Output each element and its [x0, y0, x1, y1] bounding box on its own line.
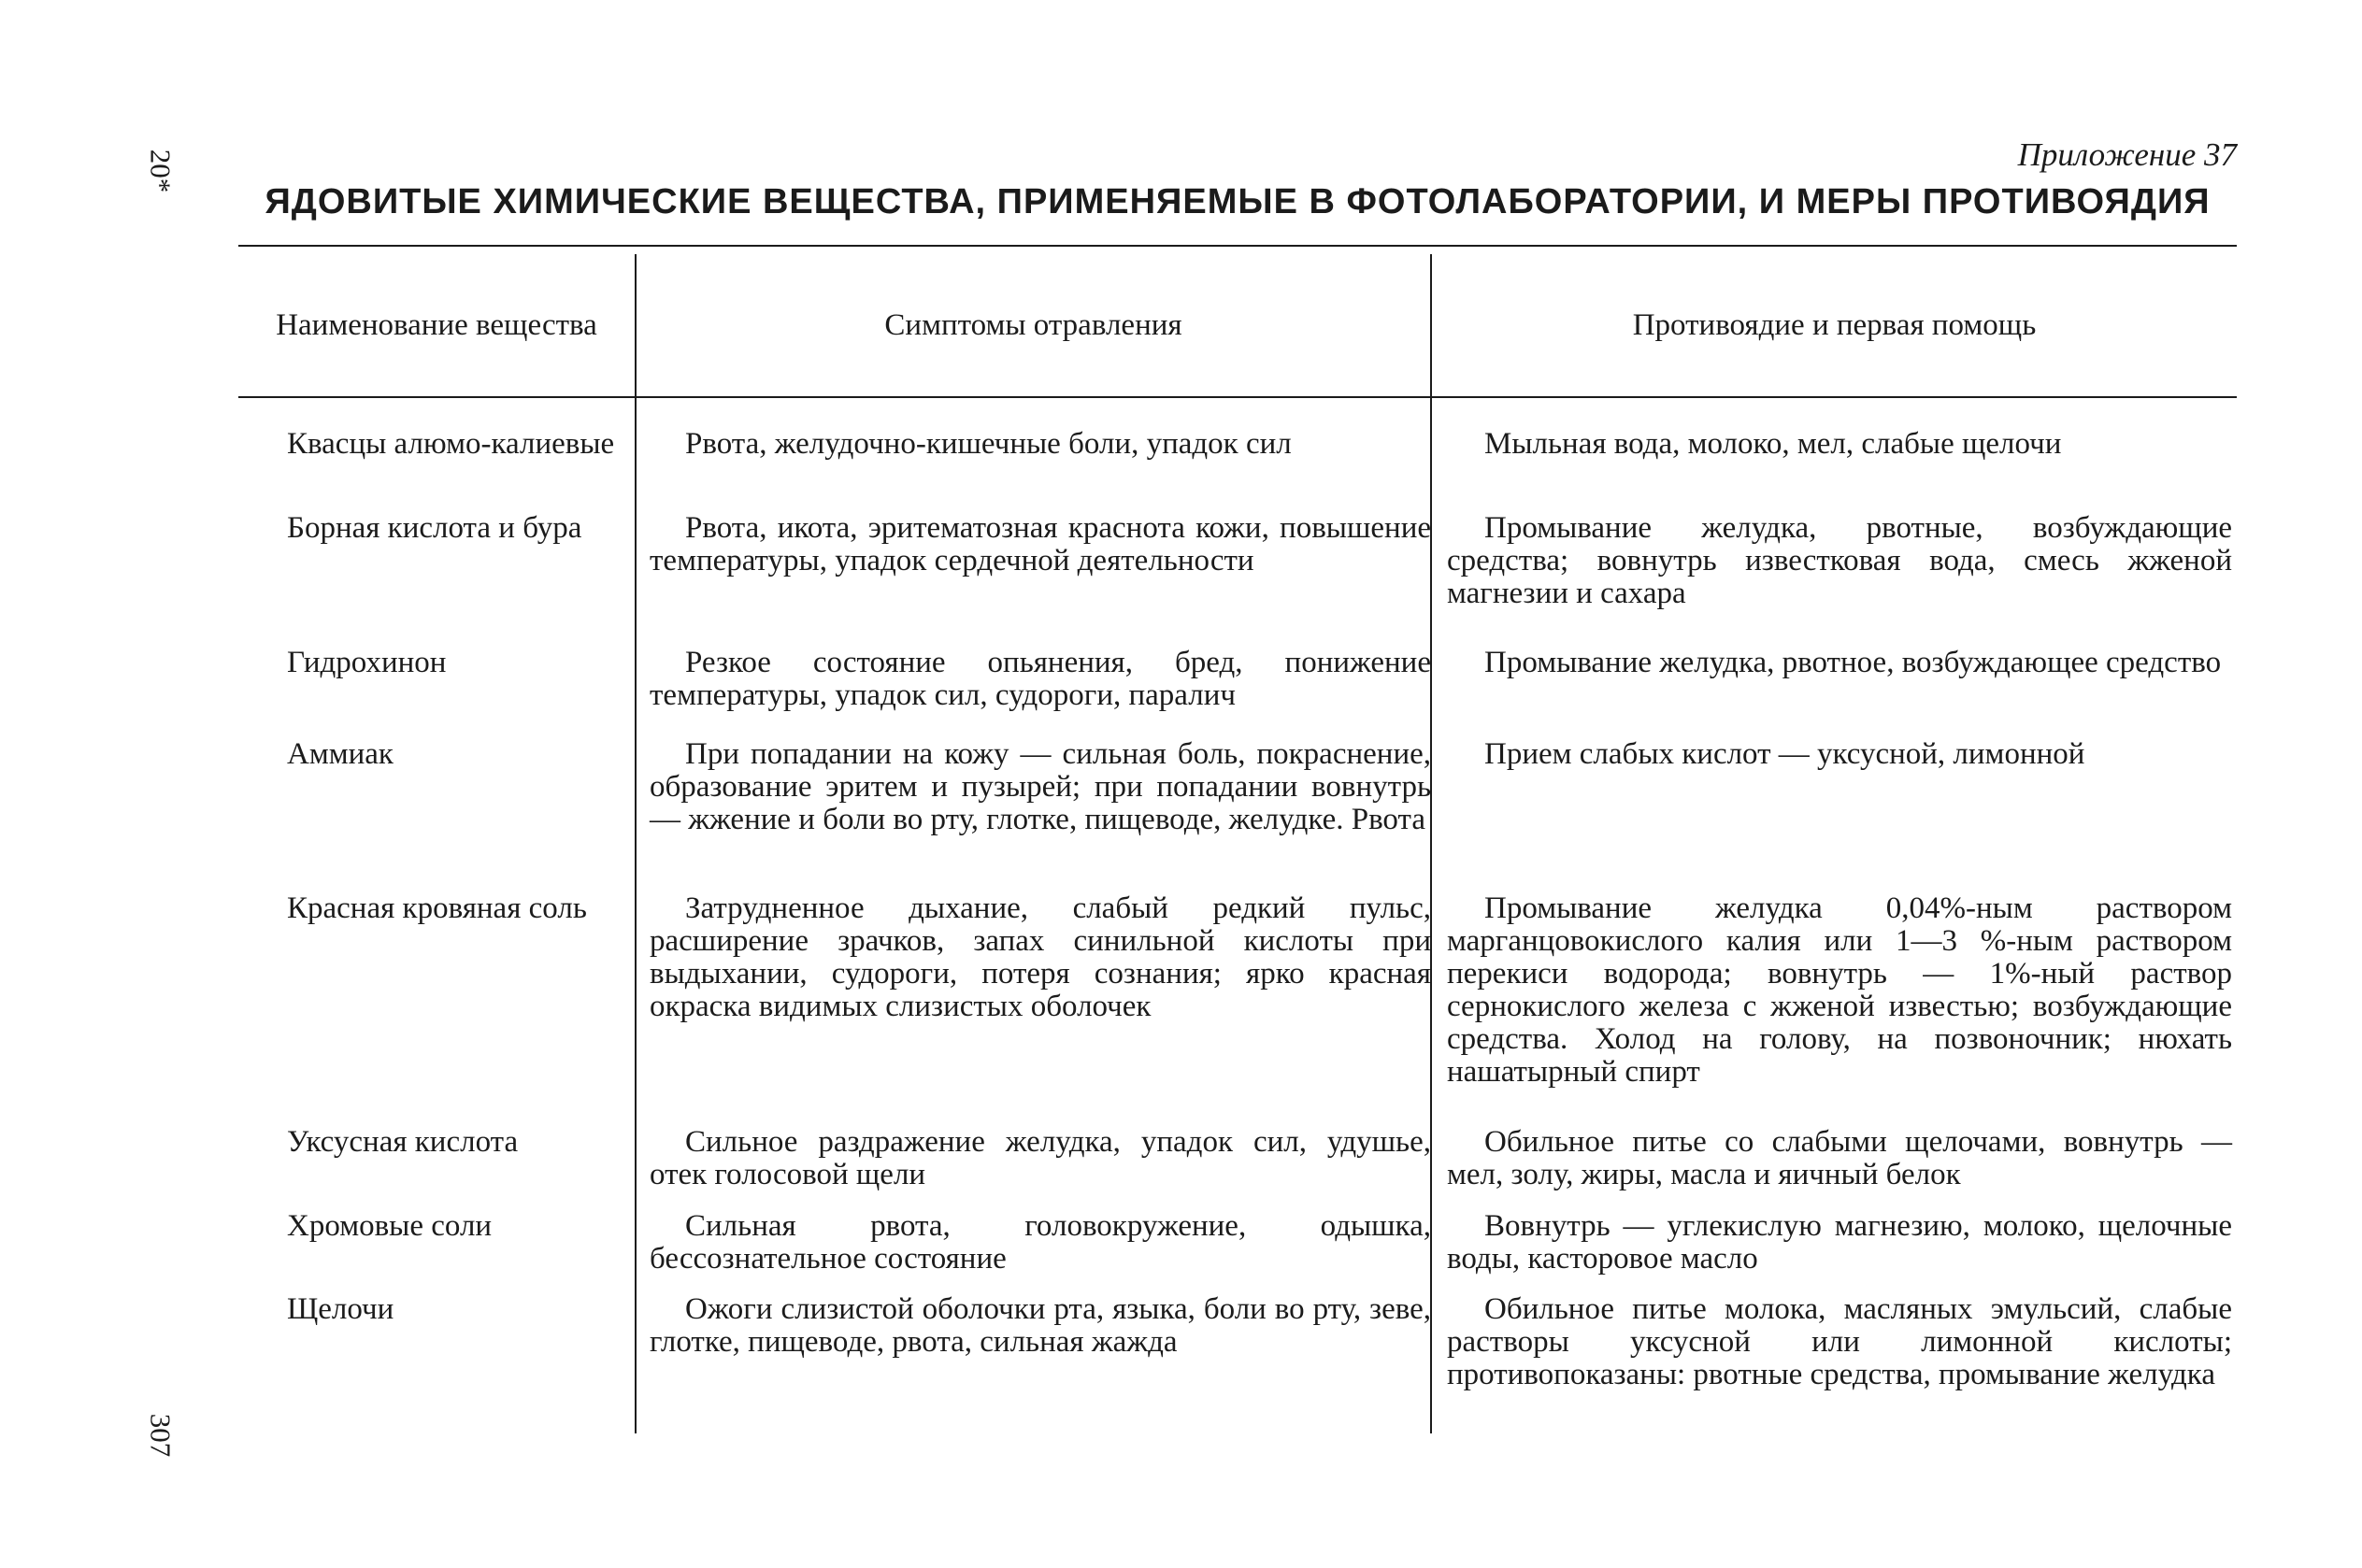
antidote-cell: Промывание желудка, рвотные, возбуждающие средства; вовнутрь известковая вода, смесь жженой магнезии и сахара — [1447, 511, 2232, 610]
symptoms-cell: Ожоги слизистой оболочки рта, языка, боли во рту, зеве, глотке, пищеводе, рвота, сильная жажда — [650, 1292, 1431, 1359]
antidote-cell: Промывание желудка 0,04%-ным раствором марганцовокислого калия или 1—3 %-ным раствором перекиси водорода; вовнутрь — 1%-ный раствор сернокислого железа с жженой известью; возбуждающие средства. Холод на голову, на позвоночник; нюхать нашатырный спирт — [1447, 891, 2232, 1089]
substance-cell: Аммиак — [287, 737, 394, 771]
symptoms-cell: Сильное раздражение желудка, упадок сил, удушье, отек голосовой щели — [650, 1125, 1431, 1191]
antidote-cell: Обильное питье молока, масляных эмульсий, слабые растворы уксусной или лимонной кислоты; противопоказаны: рвотные средства, промывание желудка — [1447, 1292, 2232, 1391]
antidote-cell: Обильное питье со слабыми щелочами, вовнутрь — мел, золу, жиры, масла и яичный белок — [1447, 1125, 2232, 1191]
substance-cell: Квасцы алюмо-калиевые — [287, 427, 615, 461]
page-marker: 20* — [144, 149, 178, 193]
header-rule — [238, 396, 2237, 398]
symptoms-cell: Резкое состояние опьянения, бред, понижение температуры, упадок сил, судороги, паралич — [650, 646, 1431, 712]
substance-cell: Уксусная кислота — [287, 1125, 519, 1159]
header-antidote: Противоядие и первая помощь — [1632, 308, 2037, 342]
antidote-cell: Мыльная вода, молоко, мел, слабые щелочи — [1484, 427, 2062, 461]
symptoms-cell: Рвота, желудочно-кишечные боли, упадок сил — [685, 427, 1292, 461]
substance-cell: Хромовые соли — [287, 1209, 493, 1243]
antidote-cell: Промывание желудка, рвотное, возбуждающее средство — [1484, 646, 2222, 679]
antidote-cell: Вовнутрь — углекислую магнезию, молоко, щелочные воды, касторовое масло — [1447, 1209, 2232, 1276]
page-number: 307 — [144, 1413, 178, 1458]
header-substance: Наименование вещества — [276, 308, 597, 342]
substance-cell: Борная кислота и бура — [287, 511, 582, 545]
table-top-rule — [238, 245, 2237, 247]
substance-cell: Щелочи — [287, 1292, 394, 1326]
antidote-cell: Прием слабых кислот — уксусной, лимонной — [1484, 737, 2085, 771]
page-title: ЯДОВИТЫЕ ХИМИЧЕСКИЕ ВЕЩЕСТВА, ПРИМЕНЯЕМЫЕ В ФОТОЛАБОРАТОРИИ, И МЕРЫ ПРОТИВОЯДИЯ — [265, 182, 2211, 221]
symptoms-cell: Затрудненное дыхание, слабый редкий пульс, расширение зрачков, запах синильной кислоты при выдыхании, судороги, потеря сознания; ярко красная окраска видимых слизистых оболочек — [650, 891, 1431, 1023]
appendix-label: Приложение 37 — [2017, 136, 2237, 173]
substance-cell: Гидрохинон — [287, 646, 447, 679]
symptoms-cell: При попадании на кожу — сильная боль, покраснение, образование эритем и пузырей; при попадании вовнутрь — жжение и боли во рту, глотке, пищеводе, желудке. Рвота — [650, 737, 1431, 836]
substance-cell: Красная кровяная соль — [287, 891, 587, 925]
symptoms-cell: Рвота, икота, эритематозная краснота кожи, повышение температуры, упадок сердечной деятельности — [650, 511, 1431, 577]
symptoms-cell: Сильная рвота, головокружение, одышка, бессознательное состояние — [650, 1209, 1431, 1276]
column-divider — [635, 254, 637, 1433]
header-symptoms: Симптомы отравления — [884, 308, 1182, 342]
